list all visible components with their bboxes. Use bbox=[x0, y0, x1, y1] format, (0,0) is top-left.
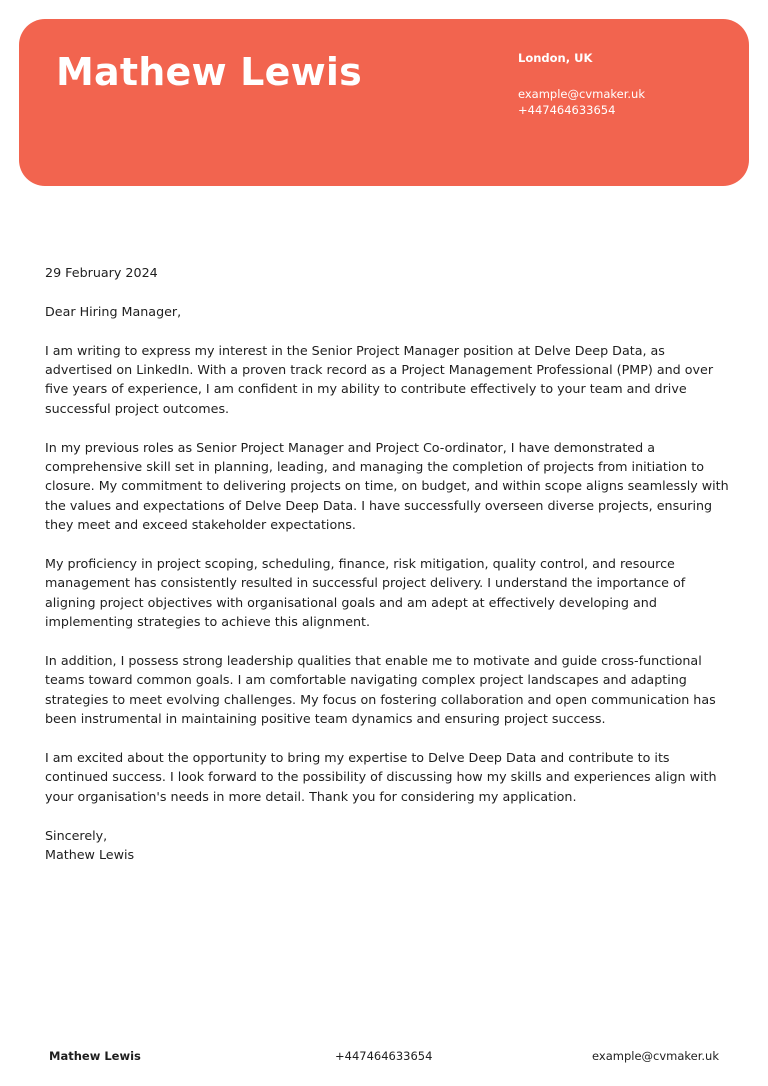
applicant-name: Mathew Lewis bbox=[56, 50, 362, 94]
paragraph: My proficiency in project scoping, scheduling, finance, risk mitigation, quality control, and resource management has consistently resulted in successful project delivery. I understand the importance of aligning project objectives with organisational goals and am adept at effectively developing and implementing strategies to achieve this alignment. bbox=[45, 556, 686, 630]
letter-body bbox=[45, 263, 735, 864]
location: London, UK bbox=[518, 51, 593, 65]
paragraph: I am writing to express my interest in the Senior Project Manager position at Delve Deep Data, as advertised on LinkedIn. With a proven track record as a Project Management Professional (PMP) and over five years of experience, I am confident in my ability to contribute effectively to your team and drive successful project outcomes. bbox=[45, 342, 714, 416]
email: example@cvmaker.uk bbox=[518, 87, 645, 101]
footer-email: example@cvmaker.uk bbox=[592, 1049, 719, 1063]
salutation: Dear Hiring Manager, bbox=[45, 303, 182, 319]
signature: Mathew Lewis bbox=[45, 847, 135, 863]
closing: Sincerely, bbox=[45, 827, 108, 843]
contact-block bbox=[518, 50, 645, 118]
phone: +447464633654 bbox=[518, 103, 616, 117]
header-banner bbox=[19, 19, 749, 186]
footer-phone: +447464633654 bbox=[335, 1049, 433, 1063]
letter-date: 29 February 2024 bbox=[45, 265, 158, 280]
footer bbox=[0, 1046, 768, 1066]
paragraph: In my previous roles as Senior Project Manager and Project Co-ordinator, I have demonstrated a comprehensive skill set in planning, leading, and managing the completion of projects from initiation to closure. My commitment to delivering projects on time, on budget, and within scope aligns seamlessly with the values and expectations of Delve Deep Data. I have successfully overseen diverse projects, ensuring they meet and exceed stakeholder expectations. bbox=[45, 439, 729, 533]
footer-name: Mathew Lewis bbox=[49, 1049, 141, 1063]
paragraph: I am excited about the opportunity to bring my expertise to Delve Deep Data and contribute to its continued success. I look forward to the possibility of discussing how my skills and experiences align with your organisation's needs in more detail. Thank you for considering my application. bbox=[45, 750, 717, 804]
paragraph: In addition, I possess strong leadership qualities that enable me to motivate and guide cross-functional teams toward common goals. I am comfortable navigating complex project landscapes and adapting strategies to meet evolving challenges. My focus on fostering collaboration and open communication has been instrumental in maintaining positive team dynamics and ensuring project success. bbox=[45, 653, 716, 727]
